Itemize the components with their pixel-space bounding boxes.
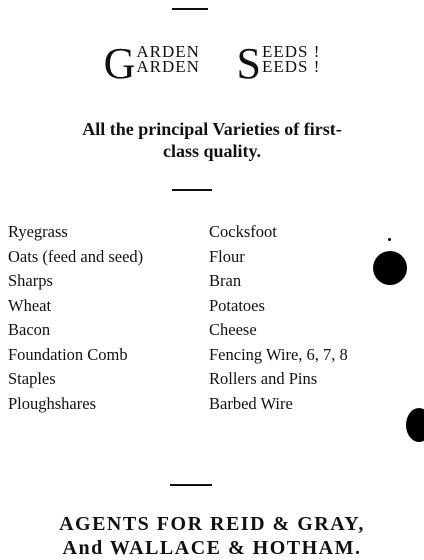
list-item-left: Sharps <box>8 271 53 290</box>
title-cap-g: G <box>103 39 137 88</box>
list-item <box>8 222 424 247</box>
headline <box>0 118 424 162</box>
list-item <box>8 394 424 419</box>
headline-line2: class quality. <box>162 141 262 161</box>
list-item-right: Bran <box>209 271 242 290</box>
list-item-left: Foundation Comb <box>8 344 128 364</box>
list-item-right: Fencing Wire, 6, 7, 8 <box>209 344 348 364</box>
list-item-left: Oats (feed and seed) <box>8 246 144 266</box>
divider-rule-1 <box>172 189 212 191</box>
title-word-garden <box>103 39 200 88</box>
list-item-right: Potatoes <box>209 295 265 315</box>
list-item-left: Ploughshares <box>8 393 96 413</box>
list-item-left: Bacon <box>8 320 51 339</box>
list-item <box>8 296 424 321</box>
ink-blot <box>373 251 407 285</box>
title-garden-line2: ARDEN <box>136 57 200 76</box>
list-item-left: Staples <box>8 369 56 388</box>
agents-notice <box>0 512 424 560</box>
list-item-right: Rollers and Pins <box>209 369 318 388</box>
list-item-right: Barbed Wire <box>209 393 293 413</box>
title-seeds-line2: EEDS ! <box>261 57 321 76</box>
title-garden-line1: ARDEN <box>136 42 200 61</box>
headline-line1: All the principal Varieties of first- <box>82 119 342 139</box>
list-item <box>8 271 424 296</box>
list-item <box>8 345 424 370</box>
title-seeds-line1: EEDS ! <box>261 42 321 61</box>
title-word-seeds <box>236 39 321 88</box>
list-item <box>8 247 424 272</box>
list-item-left: Ryegrass <box>8 222 68 241</box>
ink-blot <box>406 408 424 442</box>
divider-rule-2 <box>170 484 212 486</box>
list-item-right: Flour <box>209 246 245 266</box>
list-item-right: Cocksfoot <box>209 222 277 241</box>
list-item-left: Wheat <box>8 295 52 315</box>
agents-line1: AGENTS FOR REID & GRAY, <box>59 513 365 535</box>
product-list <box>8 222 424 418</box>
agents-line2: And WALLACE & HOTHAM. <box>62 537 362 559</box>
title-cap-s: S <box>236 39 262 88</box>
list-item <box>8 320 424 345</box>
list-item-right: Cheese <box>209 320 257 339</box>
ink-speck <box>388 238 391 241</box>
top-rule <box>172 8 208 10</box>
list-item <box>8 369 424 394</box>
title-garden-seeds <box>0 39 424 88</box>
